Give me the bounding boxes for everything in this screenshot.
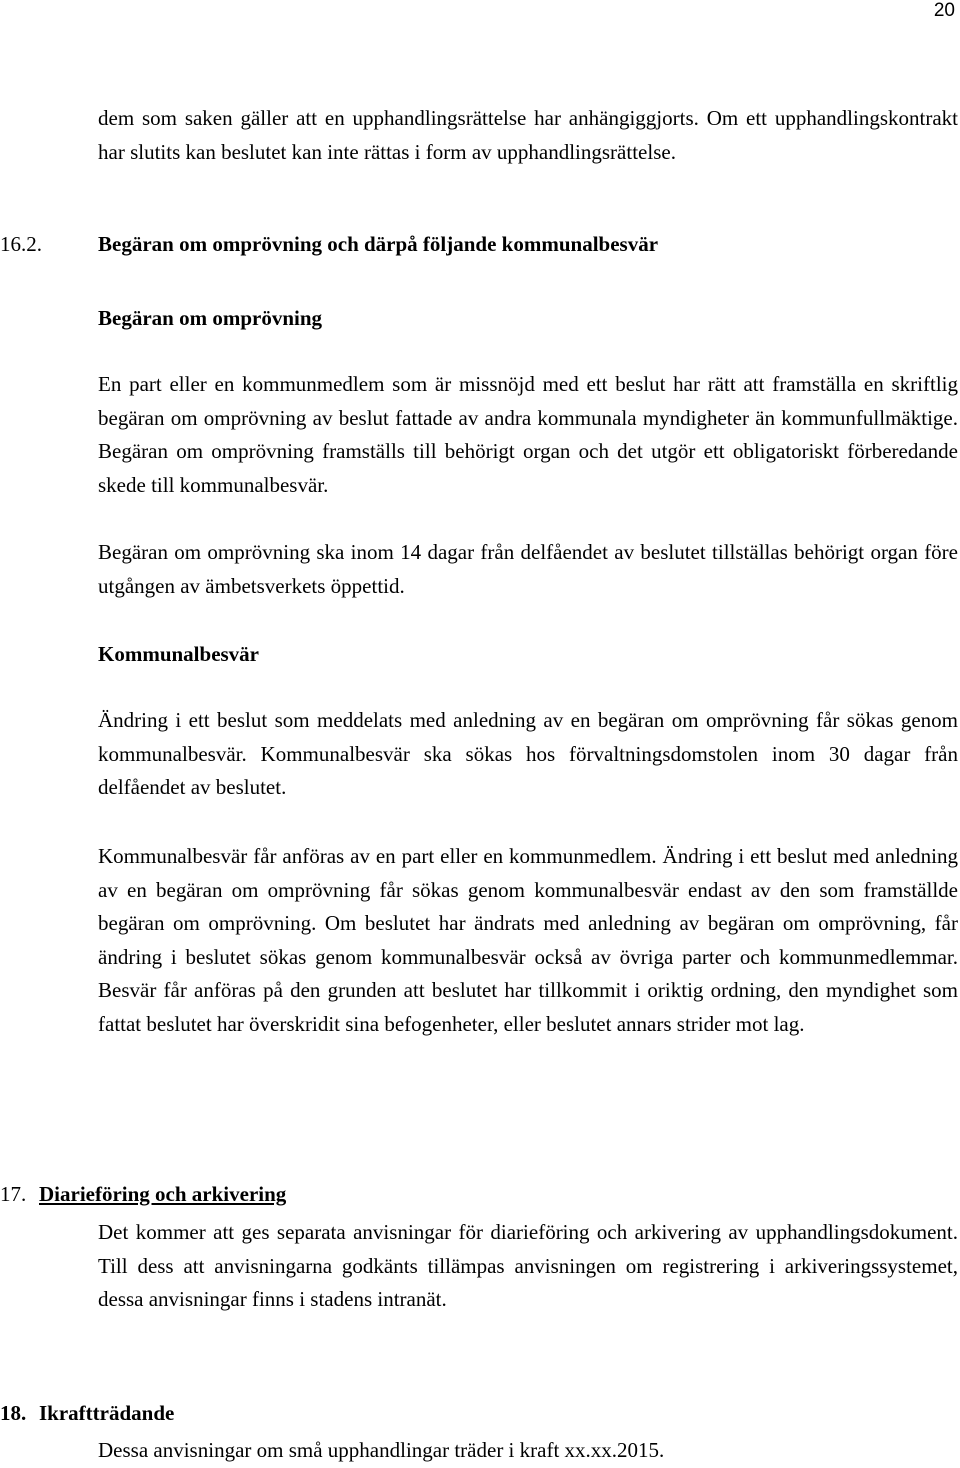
section-16-2-number: 16.2. (0, 232, 42, 256)
section-18-number: 18. (0, 1401, 27, 1425)
paragraph-begaran-2: Begäran om omprövning ska inom 14 dagar från delfåendet av beslutet tillställas behörigt organ före utgången av ämbetsverkets öppettid. (98, 540, 958, 598)
section-18-title: Ikraftträdande (39, 1401, 175, 1425)
intro-paragraph: dem som saken gäller att en upphandlingsrättelse har anhängiggjorts. Om ett upphandlingskontrakt har slutits kan beslutet kan inte rättas i form av upphandlingsrättelse. (98, 106, 958, 164)
subheading-kommunalbesvar: Kommunalbesvär (98, 642, 260, 666)
subheading-begaran-om-omprovning: Begäran om omprövning (98, 306, 323, 330)
section-17-title: Diarieföring och arkivering (39, 1182, 287, 1206)
paragraph-kommunalbesvar-1: Ändring i ett beslut som meddelats med anledning av en begäran om omprövning får sökas genom kommunalbesvär. Kommunalbesvär ska sökas hos förvaltningsdomstolen inom 30 dagar från delfåendet av beslutet. (98, 708, 958, 799)
section-16-2-title: Begäran om omprövning och därpå följande kommunalbesvär (98, 232, 659, 256)
paragraph-begaran-1: En part eller en kommunmedlem som är missnöjd med ett beslut har rätt att framställa en skriftlig begäran om omprövning av beslut fattade av andra kommunala myndigheter än kommunfullmäktige. Begäran om omprövning framställs till behörigt organ och det utgör ett obligatoriskt förberedande skede till kommunalbesvär. (98, 372, 958, 497)
section-17-number: 17. (0, 1182, 27, 1206)
page-number: 20 (933, 0, 955, 21)
paragraph-kommunalbesvar-2: Kommunalbesvär får anföras av en part eller en kommunmedlem. Ändring i ett beslut med anledning av en begäran om omprövning får sökas genom kommunalbesvär endast av den som framställde begäran om omprövning. Om beslutet har ändrats med anledning av begäran om omprövning, får ändring i beslutet sökas genom kommunalbesvär också av övriga parter och kommunmedlemmar. Besvär får anföras på den grunden att beslutet har tillkommit i oriktig ordning, den myndighet som fattat beslutet har överskridit sina befogenheter, eller beslutet annars strider mot lag. (98, 844, 958, 1036)
section-18-paragraph: Dessa anvisningar om små upphandlingar träder i kraft xx.xx.2015. (98, 1438, 665, 1462)
section-17-paragraph: Det kommer att ges separata anvisningar för diarieföring och arkivering av upphandlingsdokument. Till dess att anvisningarna godkänts tillämpas anvisningen om registrering i arkiveringssystemet, dessa anvisningar finns i stadens intranät. (98, 1220, 958, 1311)
